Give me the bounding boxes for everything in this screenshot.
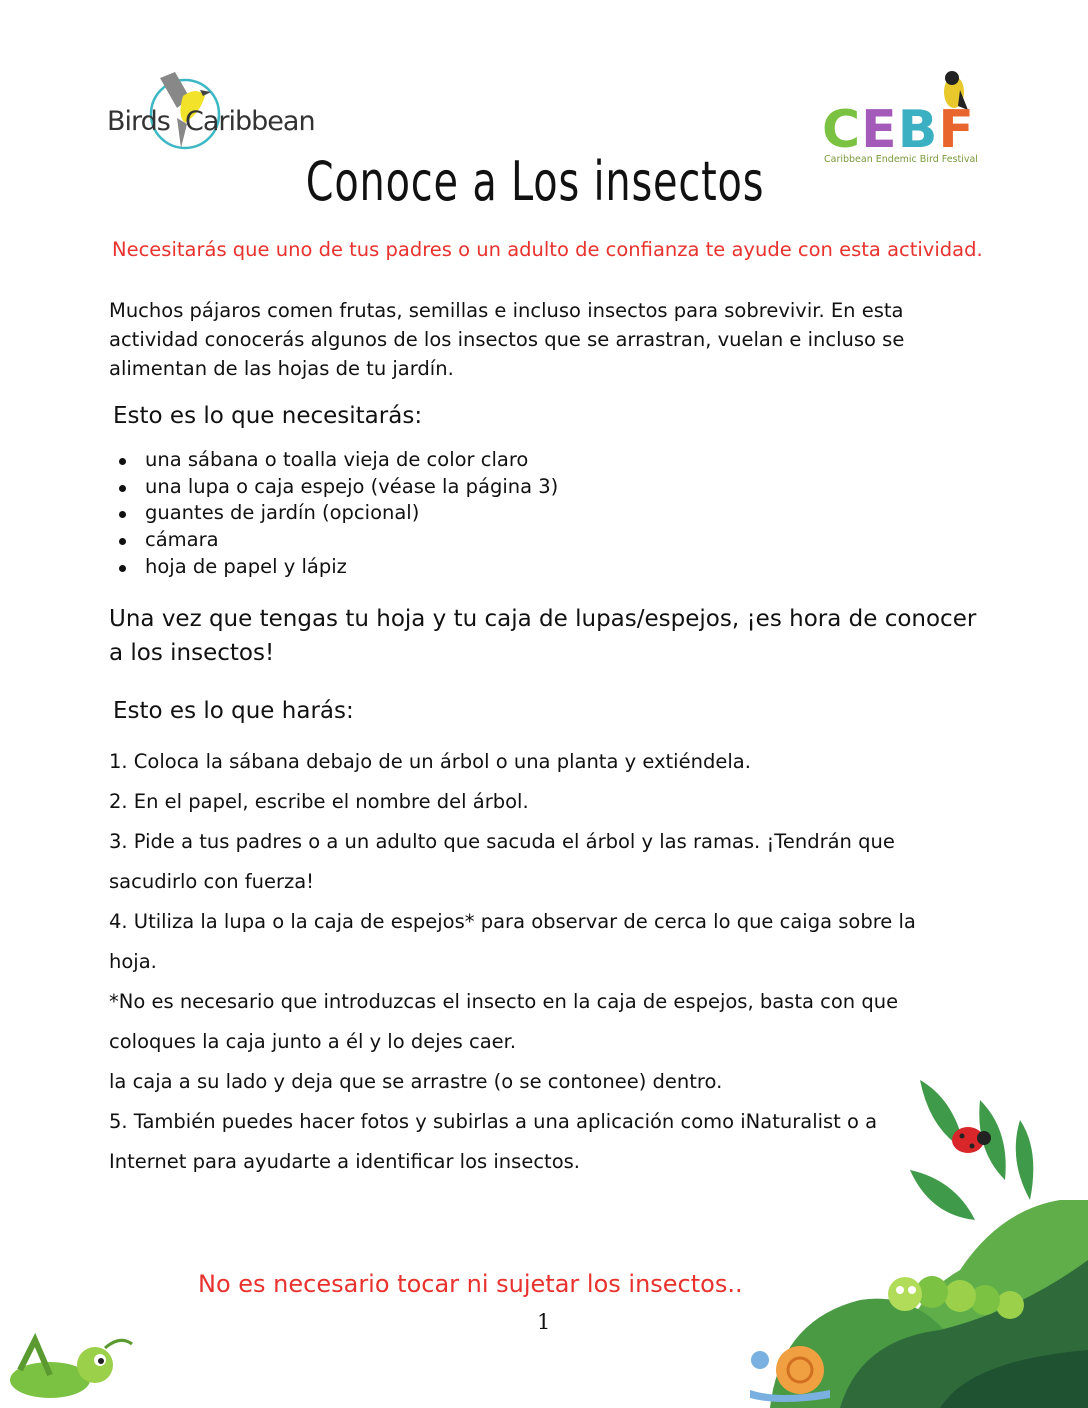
transition-line: Una vez que tengas tu hoja y tu caja de lupas/espejos, ¡es hora de conocer bbox=[109, 606, 977, 632]
step-line: 5. También puedes hacer fotos y subirlas a una aplicación como iNaturalist o a bbox=[109, 1110, 878, 1133]
step-line: coloques la caja junto a él y lo dejes caer. bbox=[109, 1030, 517, 1053]
intro-line: actividad conocerás algunos de los insectos que se arrastran, vuelan e incluso se bbox=[109, 328, 905, 351]
step-line: 1. Coloca la sábana debajo de un árbol o una planta y extiéndela. bbox=[109, 750, 751, 773]
needs-heading: Esto es lo que necesitarás: bbox=[113, 403, 423, 429]
intro-line: Muchos pájaros comen frutas, semillas e incluso insectos para sobrevivir. En esta bbox=[109, 299, 904, 322]
footer-warning: No es necesario tocar ni sujetar los insectos.. bbox=[198, 1270, 743, 1298]
cebf-letter-e: E bbox=[861, 100, 898, 160]
needs-item: una lupa o caja espejo (véase la página 3) bbox=[145, 475, 559, 498]
step-line: 4. Utiliza la lupa o la caja de espejos* para observar de cerca lo que caiga sobre la bbox=[109, 910, 916, 933]
cebf-subtitle: Caribbean Endemic Bird Festival bbox=[824, 154, 978, 165]
steps-heading: Esto es lo que harás: bbox=[113, 698, 354, 724]
step-line: 2. En el papel, escribe el nombre del árbol. bbox=[109, 790, 529, 813]
step-line: 3. Pide a tus padres o a un adulto que sacuda el árbol y las ramas. ¡Tendrán que bbox=[109, 830, 895, 853]
page-number: 1 bbox=[537, 1310, 551, 1334]
birdscaribbean-logo bbox=[105, 68, 315, 153]
needs-item: una sábana o toalla vieja de color claro bbox=[145, 448, 529, 471]
step-line: *No es necesario que introduzcas el insecto en la caja de espejos, basta con que bbox=[109, 990, 899, 1013]
step-line: sacudirlo con fuerza! bbox=[109, 870, 314, 893]
needs-item: cámara bbox=[145, 528, 219, 551]
cebf-letter-f: F bbox=[938, 100, 975, 160]
transition-line: a los insectos! bbox=[109, 640, 275, 666]
grasshopper-illustration bbox=[0, 1330, 140, 1408]
needs-item: guantes de jardín (opcional) bbox=[145, 501, 420, 524]
cebf-letter-b: B bbox=[897, 100, 939, 160]
garden-illustration bbox=[740, 1060, 1088, 1408]
step-line: Internet para ayudarte a identificar los insectos. bbox=[109, 1150, 580, 1173]
step-line: hoja. bbox=[109, 950, 157, 973]
needs-item: hoja de papel y lápiz bbox=[145, 555, 347, 578]
page-title: Conoce a Los insectos bbox=[305, 150, 765, 213]
cebf-letter-c: C bbox=[822, 100, 862, 160]
intro-line: alimentan de las hojas de tu jardín. bbox=[109, 357, 454, 380]
step-line: la caja a su lado y deja que se arrastre (o se contonee) dentro. bbox=[109, 1070, 723, 1093]
birdscaribbean-logo-text: Birds Caribbean bbox=[107, 106, 315, 137]
adult-help-note: Necesitarás que uno de tus padres o un adulto de confianza te ayude con esta actividad. bbox=[112, 238, 983, 261]
